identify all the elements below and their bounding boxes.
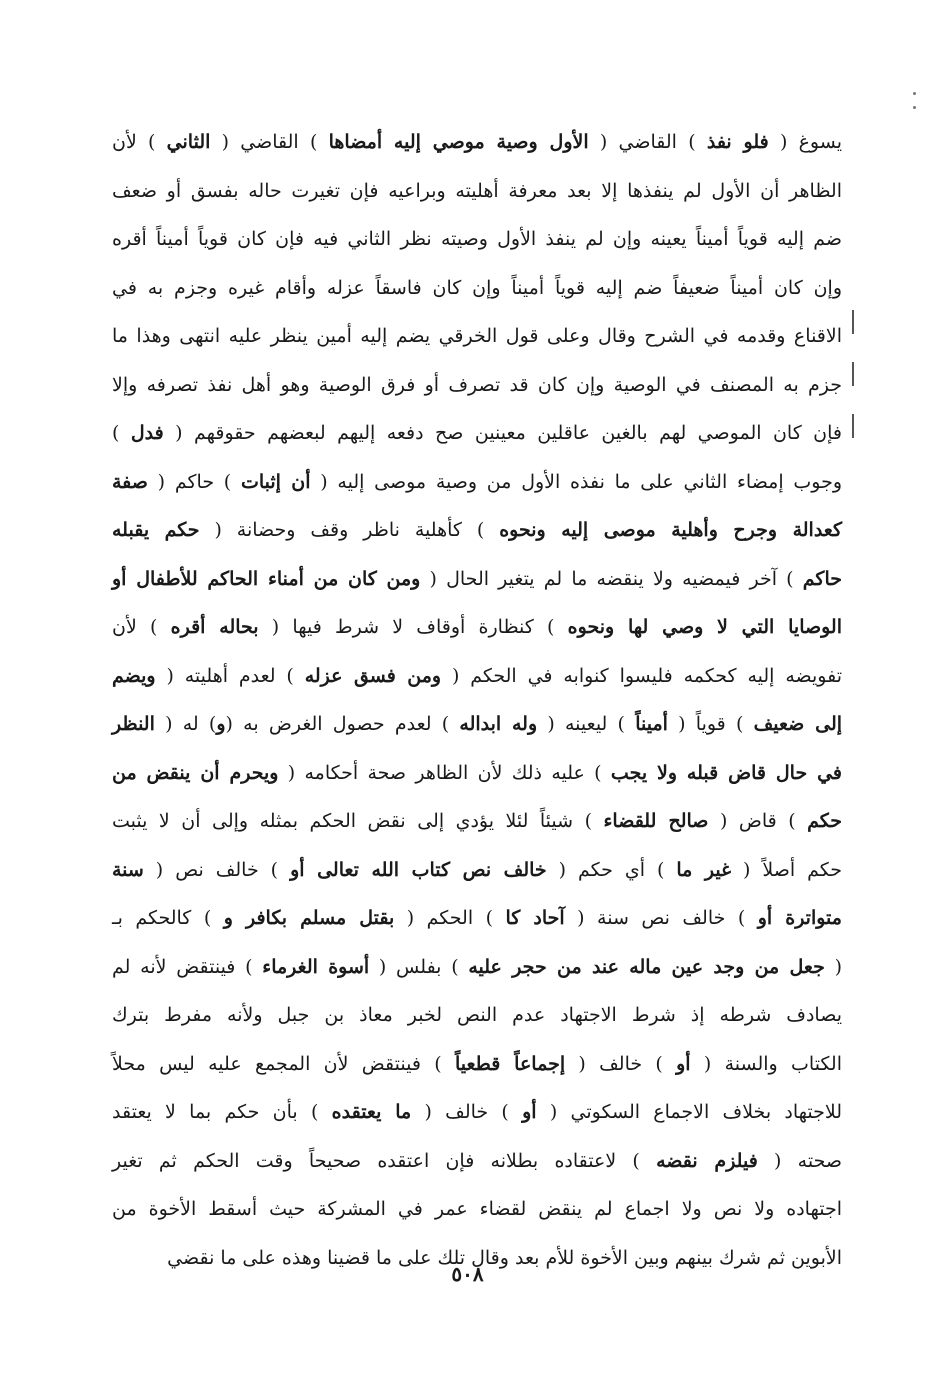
- margin-mark: [852, 414, 854, 438]
- text-run: ) لأن: [112, 616, 171, 638]
- text-run: ) بأن حكم بما لا يعتقد: [112, 1101, 332, 1123]
- bold-text-run: غير ما: [676, 858, 732, 881]
- text-run: ) عليه ذلك لأن الظاهر صحة أحكامه (: [278, 761, 611, 784]
- bold-text-run: الوصايا التي لا وصي لها ونحوه: [567, 616, 842, 638]
- text-line: [112, 603, 842, 652]
- bold-text-run: خالف نص كتاب الله تعالى أو: [290, 858, 547, 881]
- bold-text-run: سنة: [112, 858, 144, 881]
- bold-text-run: حكم يقبله: [112, 519, 200, 541]
- scan-speck: [913, 92, 916, 95]
- bold-text-run: حكم: [807, 810, 843, 832]
- bold-text-run: ويحرم أن ينقض من: [112, 761, 279, 784]
- text-run: يصادف شرطه إذ شرط الاجتهاد عدم النص لخبر معاذ بن جبل ولأنه مفرط بترك: [112, 1004, 842, 1026]
- text-line: [112, 118, 842, 167]
- bold-text-run: ومن كان من أمناء الحاكم للأطفال أو: [112, 567, 421, 590]
- text-run: ) خالف نص سنة (: [564, 907, 758, 929]
- text-line: [112, 1185, 842, 1234]
- text-run: الاقناع وقدمه في الشرح وقال وعلى قول الخرقي يضم إليه أمين ينظر عليه انتهى وهذا ما: [112, 325, 842, 347]
- bold-text-run: ويضم: [112, 664, 156, 687]
- text-run: ) خالف نص (: [143, 858, 291, 881]
- bold-text-run: حاكم: [802, 567, 842, 590]
- bold-text-run: بقتل مسلم بكافر و: [223, 907, 395, 929]
- text-run: ) الحكم (: [394, 907, 506, 929]
- text-run: ) لأن: [112, 131, 167, 153]
- bold-text-run: صالح للقضاء: [603, 810, 709, 832]
- text-line: [112, 1088, 842, 1137]
- text-line: [112, 700, 842, 749]
- text-run: ) لاعتقاده بطلانه فإن اعتقده صحيحاً وقت الحكم ثم تغير: [112, 1149, 657, 1172]
- bold-text-run: الثاني: [166, 131, 211, 153]
- text-run: الأبوين ثم شرك بينهم وبين الأخوة للأم بعد وقال تلك على ما قضينا وهذه على ما نقضي: [167, 1246, 842, 1269]
- text-run: ) قوياً (: [667, 713, 754, 735]
- text-run: ): [112, 422, 131, 444]
- bold-text-run: أو: [522, 1101, 537, 1123]
- text-line: [112, 361, 842, 410]
- text-line: [112, 894, 842, 943]
- text-run: اجتهاده ولا نص ولا اجماع لم ينقض لقضاء عمر في المشركة حيث أسقط الأخوة من: [112, 1198, 842, 1220]
- text-line: [112, 991, 842, 1040]
- text-run: للاجتهاد بخلاف الاجماع السكوتي (: [536, 1101, 842, 1123]
- text-run: صحته (: [757, 1149, 842, 1172]
- text-run: ) كأهلية ناظر وقف وحضانة (: [199, 519, 500, 541]
- text-run: ) فينتقض لأن المجمع عليه ليس محلاً: [112, 1052, 455, 1075]
- text-run: ) شيئاً لئلا يؤدي إلى نقض الحكم بمثله وإلى أن لا يثبت: [112, 810, 604, 832]
- text-line: [112, 458, 842, 507]
- text-run: وإن كان أميناً ضعيفاً ضم إليه قوياً أميناً وإن كان فاسقاً عزله وأقام غيره وجزم به في: [112, 276, 842, 299]
- text-run: ) كنظارة أوقاف لا شرط فيها (: [258, 616, 568, 638]
- text-line: [112, 797, 842, 846]
- margin-mark: [852, 310, 854, 334]
- text-run: ) أي حكم (: [546, 858, 677, 881]
- text-run: ) ليعينه (: [537, 713, 636, 735]
- text-run: ) له (: [154, 713, 217, 735]
- text-run: فإن كان الموصي لهم بالغين عاقلين معينين صح دفعه إليهم لبعضهم حقوقهم (: [163, 422, 842, 444]
- bold-text-run: فلو نفذ: [706, 131, 769, 153]
- text-line: [112, 312, 842, 361]
- text-line: [112, 652, 842, 701]
- text-run: ) خالف (: [565, 1052, 677, 1075]
- bold-text-run: ومن فسق عزله: [304, 664, 442, 687]
- bold-text-run: جعل من وجد عين ماله عند من حجر عليه: [468, 955, 825, 978]
- text-run: ) فينتقض لأنه لم: [112, 955, 263, 978]
- bold-text-run: و: [216, 713, 226, 735]
- text-run: يسوغ (: [768, 131, 842, 153]
- text-line: [112, 943, 842, 992]
- text-run: ) آخر فيمضيه ولا ينقضه ما لم يتغير الحال (: [420, 567, 803, 590]
- bold-text-run: أن إثبات: [240, 470, 311, 493]
- bold-text-run: إجماعاً قطعياً: [454, 1052, 566, 1075]
- text-run: ) قاض (: [708, 810, 808, 832]
- margin-mark: [852, 362, 854, 386]
- text-run: ) بفلس (: [369, 955, 469, 978]
- bold-text-run: بحاله أقره: [170, 616, 259, 638]
- text-line: [112, 1137, 842, 1186]
- bold-text-run: النظر: [112, 713, 155, 735]
- bold-text-run: آحاد كا: [505, 907, 565, 929]
- text-line: [112, 846, 842, 895]
- text-line: [112, 506, 842, 555]
- scan-speck: [913, 106, 916, 109]
- text-run: ) لعدم أهليته (: [155, 664, 305, 687]
- bold-text-run: وله ابداله: [459, 713, 538, 735]
- text-line: [112, 215, 842, 264]
- text-line: [112, 167, 842, 216]
- text-run: ) كالحكم بـ: [112, 907, 224, 929]
- bold-text-run: فدل: [130, 422, 164, 444]
- text-line: [112, 555, 842, 604]
- text-run: جزم به المصنف في الوصية وإن كان قد تصرف أو فرق الوصية وهو أهل نفذ تصرفه وإلا: [112, 373, 842, 396]
- text-run: ) لعدم حصول الغرض به (: [225, 713, 460, 735]
- text-run: الظاهر أن الأول لم ينفذها إلا بعد معرفة أهليته وبراعيه فإن تغيرت حاله بفسق أو ضعف: [112, 179, 842, 202]
- bold-text-run: أميناً: [635, 713, 668, 735]
- bold-text-run: متواترة أو: [757, 907, 842, 929]
- text-run: ) القاضي (: [588, 131, 707, 153]
- bold-text-run: صفة: [112, 470, 148, 493]
- bold-text-run: أسوة الغرماء: [262, 955, 370, 978]
- bold-text-run: فيلزم نقضه: [656, 1149, 758, 1172]
- text-run: الكتاب والسنة (: [690, 1052, 842, 1075]
- text-run: تفويضه إليه كحكمه فليسوا كنوابه في الحكم (: [441, 664, 842, 687]
- text-line: [112, 749, 842, 798]
- text-run: ) خالف (: [411, 1101, 523, 1123]
- text-run: حكم أصلاً (: [731, 858, 843, 881]
- text-run: وجوب إمضاء الثاني على ما نفذه الأول من وصية موصى إليه (: [310, 470, 842, 493]
- bold-text-run: أو: [676, 1052, 691, 1075]
- bold-text-run: إلى ضعيف: [753, 713, 843, 735]
- text-run: ) حاكم (: [147, 470, 241, 493]
- bold-text-run: كعدالة وجرح وأهلية موصى إليه ونحوه: [499, 519, 843, 541]
- bold-text-run: الأول وصية موصي إليه أمضاها: [328, 131, 589, 153]
- page-number: ٥٠٨: [451, 1262, 484, 1286]
- bold-text-run: في حال قاض قبله ولا يجب: [610, 761, 842, 784]
- text-run: ) القاضي (: [210, 131, 329, 153]
- text-line: [112, 409, 842, 458]
- text-run: ضم إليه قوياً أميناً يعينه وإن لم ينفذ الأول وصيته نظر الثاني فيه فإن كان قوياً أميناً أقره: [112, 228, 842, 250]
- body-text: [112, 118, 842, 1282]
- text-line: [112, 264, 842, 313]
- bold-text-run: ما يعتقده: [331, 1101, 412, 1123]
- text-run: (: [824, 955, 843, 978]
- text-line: [112, 1040, 842, 1089]
